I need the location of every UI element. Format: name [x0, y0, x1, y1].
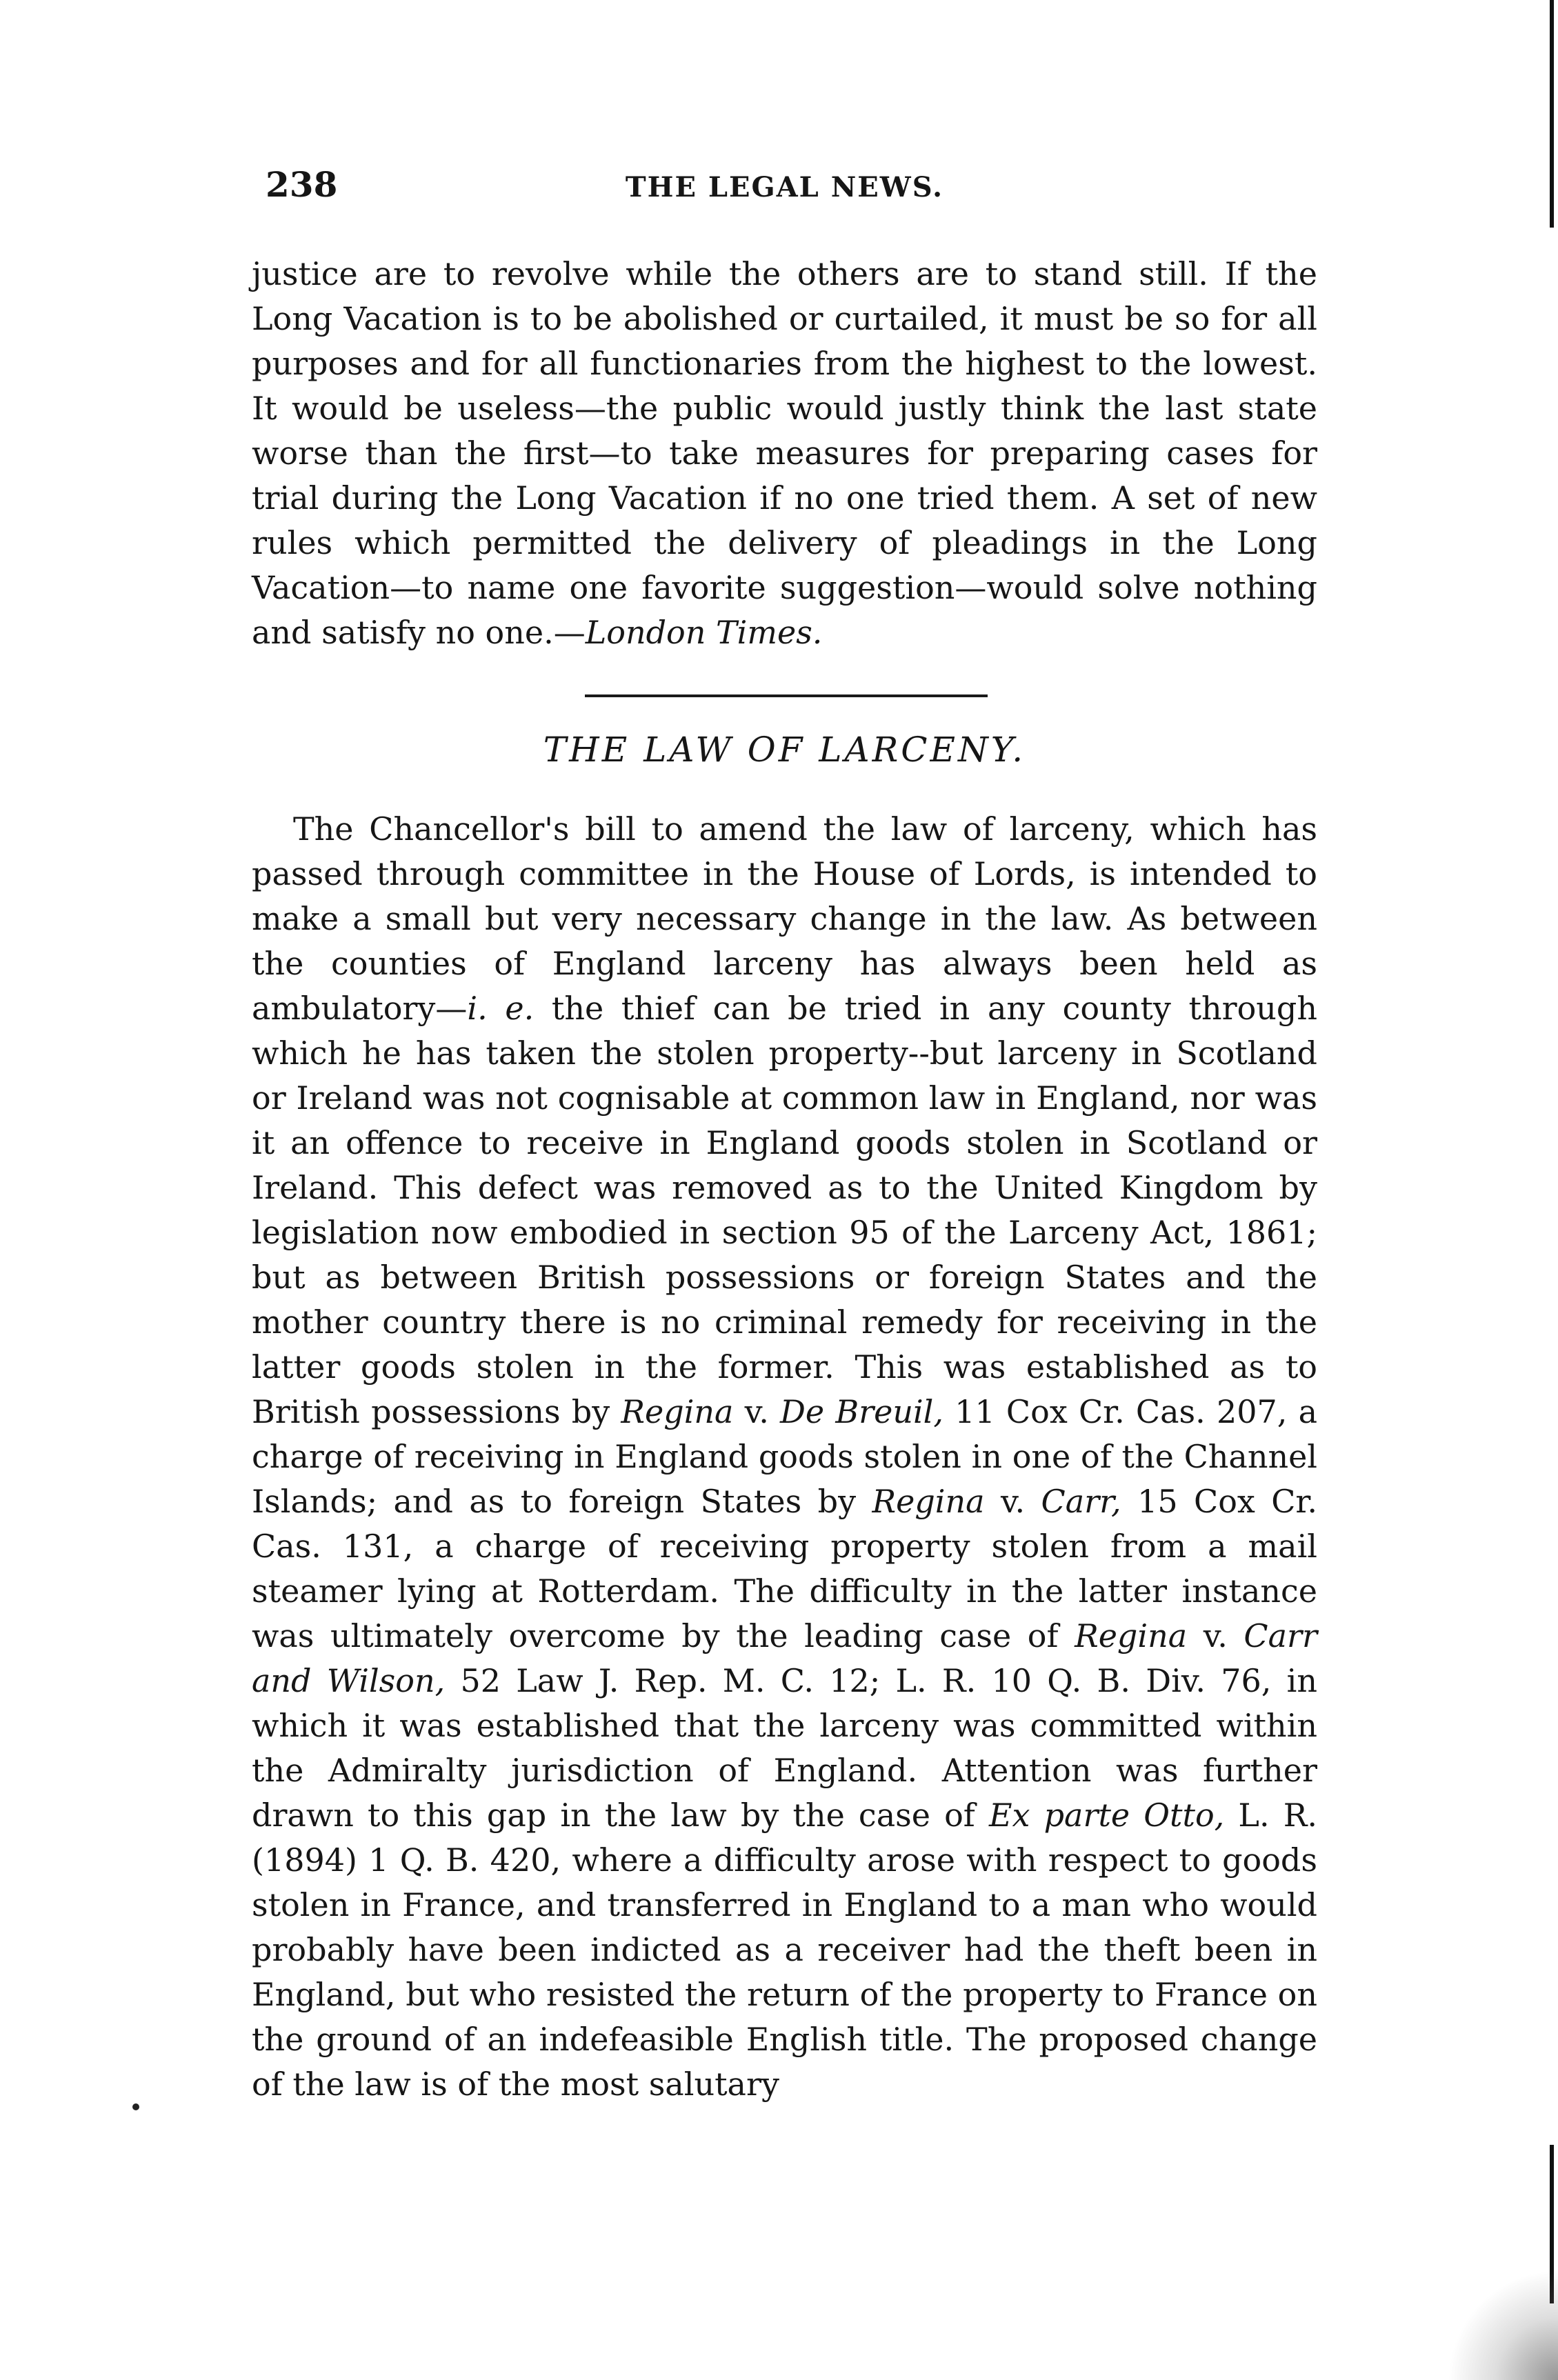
case-name: Carr and Wilson, — [252, 1617, 1317, 1699]
article-text-4: 15 Cox Cr. Cas. 131, a charge of receiving property stolen from a mail steamer lying at Rotterdam. The difficulty in the latter instance was ultimately overcome by the leading case of — [252, 1483, 1317, 1654]
versus: v. — [1187, 1617, 1244, 1654]
scan-corner-smudge — [1448, 2270, 1558, 2380]
versus: v. — [733, 1393, 781, 1430]
case-name: De Breuil, — [780, 1393, 944, 1430]
case-name: Regina — [1075, 1617, 1188, 1654]
versus: v. — [984, 1483, 1041, 1520]
case-name: Carr, — [1041, 1483, 1121, 1520]
page-header — [252, 164, 1317, 219]
article-text-3: 11 Cox Cr. Cas. 207, a charge of receiving in England goods stolen in one of the Channel Islands; and as to foreign States by — [252, 1393, 1317, 1520]
case-name: Regina — [621, 1393, 734, 1430]
article-title: THE LAW OF LARCENY. — [543, 730, 1026, 770]
page-number: 238 — [266, 164, 338, 205]
intro-section — [252, 252, 1317, 655]
article-text-1: The Chancellor's bill to amend the law of larceny, which has passed through committee in the House of Lords, is intended to make a small but very necessary change in the law. As between the counties of England larceny has always been held as ambulatory— — [252, 810, 1317, 1027]
article-text-2: the thief can be tried in any county through which he has taken the stolen property--but larceny in Scotland or Ireland was not cognisable at common law in England, nor was it an offence to receive in England goods stolen in Scotland or Ireland. This defect was removed as to the United Kingdom by legislation now embodied in section 95 of the Larceny Act, 1861; but as between British possessions or foreign States and the mother country there is no criminal remedy for receiving in the latter goods stolen in the former. This was established as to British possessions by — [252, 990, 1317, 1430]
section-divider — [585, 694, 988, 697]
intro-paragraph — [252, 252, 1317, 655]
case-name: Regina — [872, 1483, 985, 1520]
case-name: Ex parte Otto, — [988, 1797, 1225, 1834]
running-head: THE LEGAL NEWS. — [625, 171, 944, 203]
scan-speck — [132, 2103, 139, 2110]
article-text-5: 52 Law J. Rep. M. C. 12; L. R. 10 Q. B. Div. 76, in which it was established that the larceny was committed within the Admiralty jurisdiction of England. Attention was further drawn to this gap in the law by the case of — [252, 1662, 1317, 1834]
article-paragraph — [252, 807, 1317, 2107]
intro-source: London Times. — [585, 614, 823, 651]
abbrev-ie: i. e. — [467, 990, 535, 1027]
article-text-6: L. R. (1894) 1 Q. B. 420, where a difficulty arose with respect to goods stolen in France, and transferred in England to a man who would probably have been indicted as a receiver had the theft been in England, but who resisted the return of the property to France on the ground of an indefeasible English title. The proposed change of the law is of the most salutary — [252, 1797, 1317, 2103]
article-section — [252, 807, 1317, 2107]
scan-edge-mark — [1550, 0, 1554, 228]
intro-text: justice are to revolve while the others are to stand still. If the Long Vacation is to be abolished or curtailed, it must be so for all purposes and for all functionaries from the highest to the lowest. It would be useless—the public would justly think the last state worse than the first—to take measures for preparing cases for trial during the Long Vacation if no one tried them. A set of new rules which permitted the delivery of pleadings in the Long Vacation—to name one favorite suggestion—would solve nothing and satisfy no one.— — [252, 255, 1317, 651]
